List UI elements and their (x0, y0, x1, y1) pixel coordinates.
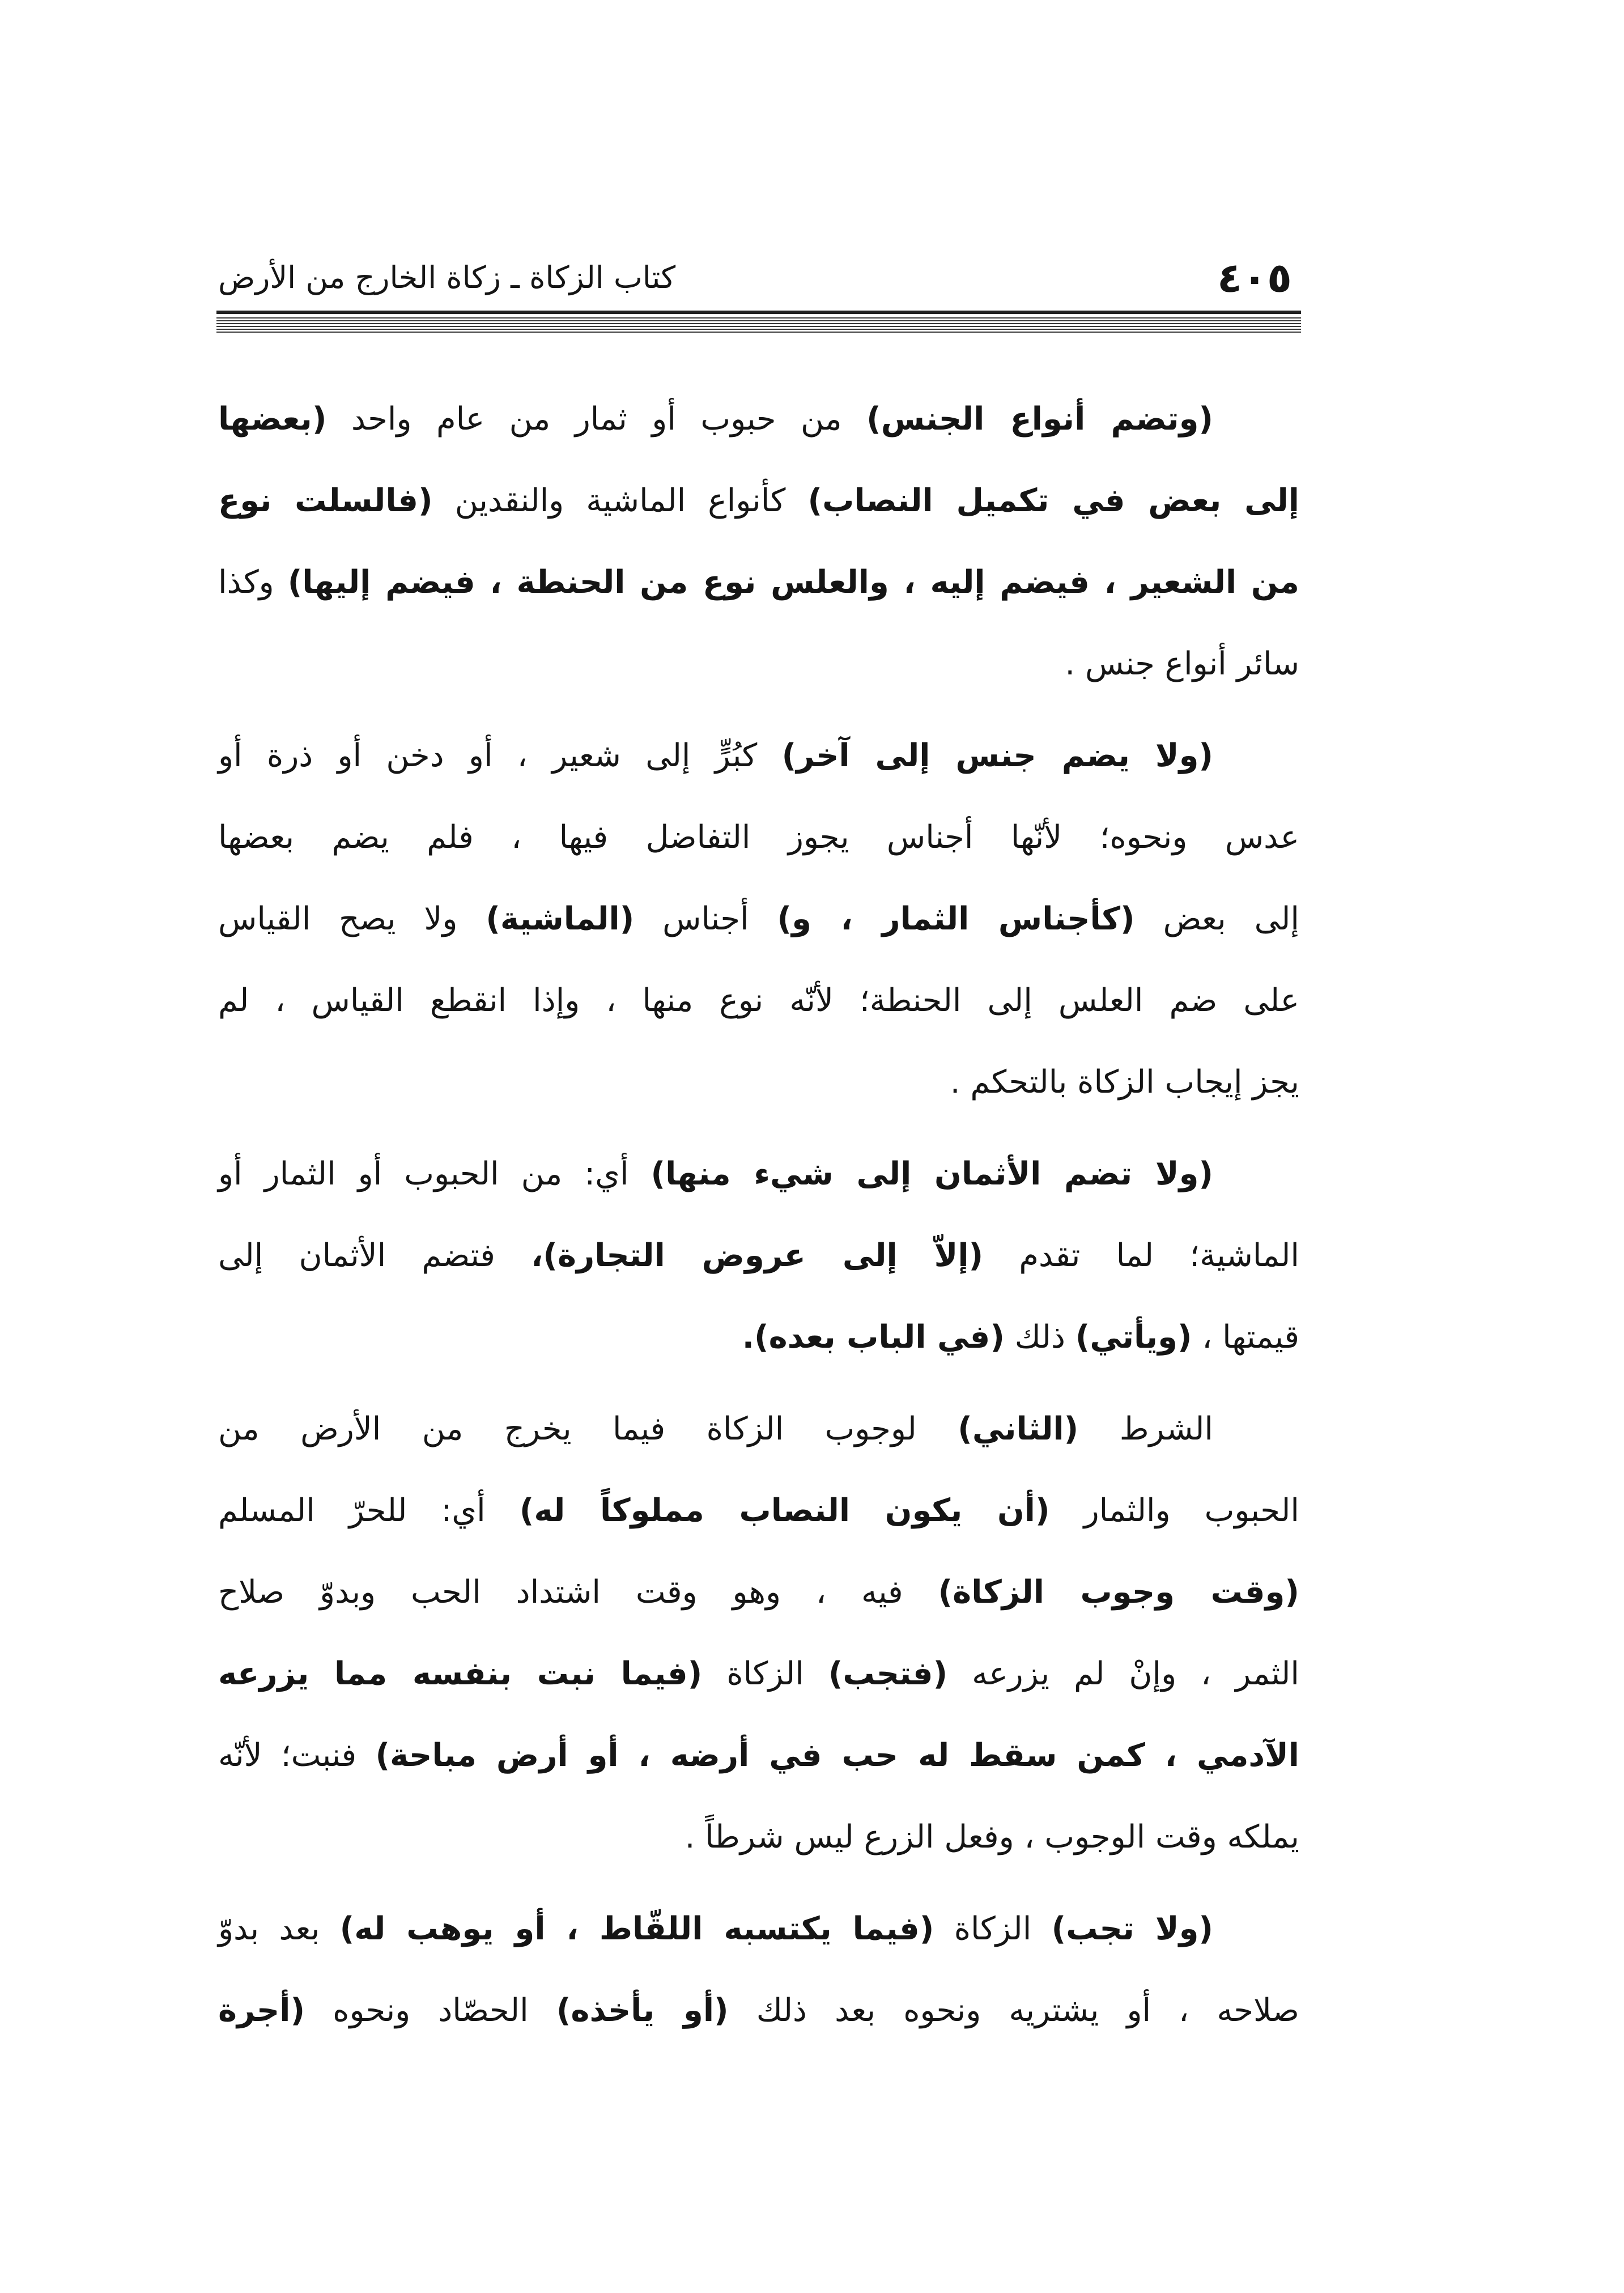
paragraph (218, 715, 1299, 1123)
sharh-text: فتضم الأثمان إلى (218, 1237, 495, 1274)
sharh-text: عدس ونحوه؛ لأنّها أجناس يجوز التفاضل فيها ، فلم يضم بعضها (218, 819, 1299, 856)
text-line (218, 379, 1299, 460)
sharh-text: كأنواع الماشية والنقدين (454, 482, 786, 519)
matn-text: (إلاّ إلى عروض التجارة)، (531, 1237, 984, 1274)
sharh-text: فيه ، وهو وقت اشتداد الحب وبدوّ صلاح (218, 1574, 903, 1611)
line-text (218, 982, 1299, 1019)
matn-text: (فالسلت نوع (218, 482, 433, 519)
text-line (218, 1797, 1299, 1878)
text-line (218, 1970, 1299, 2052)
matn-text: (ولا يضم جنس إلى آخر) (781, 737, 1213, 774)
paragraph (218, 379, 1299, 705)
line-text (218, 401, 1213, 438)
text-line (218, 1715, 1299, 1797)
matn-text: من الشعير ، فيضم إليه ، والعلس نوع من الحنطة ، فيضم إليها) (287, 564, 1299, 601)
paragraph (218, 1888, 1299, 2052)
line-text (218, 1411, 1213, 1447)
sharh-text: ولا يصح القياس (218, 901, 458, 937)
header-rule-hatched-band (216, 317, 1301, 334)
matn-text: (وقت وجوب الزكاة) (938, 1574, 1299, 1611)
sharh-text: من حبوب أو ثمار من عام واحد (351, 401, 842, 438)
line-text (950, 1064, 1299, 1101)
sharh-text: الزكاة (954, 1910, 1032, 1947)
sharh-text: الماشية؛ لما تقدم (1019, 1237, 1299, 1274)
text-line (218, 1042, 1299, 1123)
line-text (218, 1237, 1299, 1274)
text-line (218, 797, 1299, 878)
line-text (218, 1992, 1299, 2029)
sharh-text: أي: للحرّ المسلم (218, 1492, 486, 1529)
sharh-text: قيمتها ، (1202, 1319, 1299, 1356)
text-line (218, 1297, 1299, 1378)
line-text (218, 1574, 1299, 1611)
sharh-text: أي: من الحبوب أو الثمار أو (218, 1156, 629, 1192)
matn-text: (ويأتي) (1075, 1319, 1192, 1356)
text-line (218, 878, 1299, 960)
matn-text: (أن يكون النصاب مملوكاً له) (519, 1492, 1050, 1529)
sharh-text: الحبوب والثمار (1083, 1492, 1299, 1529)
sharh-text: ذلك (1014, 1319, 1065, 1356)
sharh-text: صلاحه ، أو يشتريه ونحوه بعد ذلك (756, 1992, 1299, 2029)
matn-text: (فيما يكتسبه اللقّاط ، أو يوهب له) (339, 1910, 934, 1947)
line-text (218, 1737, 1299, 1774)
line-text (218, 901, 1299, 937)
matn-text: (في الباب بعده). (742, 1319, 1005, 1356)
matn-text: الآدمي ، كمن سقط له حب في أرضه ، أو أرض مباحة) (375, 1737, 1299, 1774)
body-text (218, 379, 1299, 2062)
sharh-text: سائر أنواع جنس . (1065, 646, 1299, 682)
sharh-text: أجناس (662, 901, 749, 937)
text-line (218, 623, 1299, 705)
text-line (218, 1888, 1299, 1970)
line-text (218, 1655, 1299, 1692)
paragraph (218, 1388, 1299, 1878)
matn-text: (الماشية) (486, 901, 635, 937)
line-text (218, 564, 1299, 601)
matn-text: (أو يأخذه) (556, 1992, 729, 2029)
line-text (218, 819, 1299, 856)
text-line (218, 1388, 1299, 1470)
matn-text: (فتجب) (828, 1655, 948, 1692)
sharh-text: إلى بعض (1163, 901, 1299, 937)
sharh-text: وكذا (218, 564, 274, 601)
text-line (218, 1552, 1299, 1633)
sharh-text: الحصّاد ونحوه (333, 1992, 529, 2029)
matn-text: إلى بعض في تكميل النصاب) (807, 482, 1299, 519)
text-line (218, 542, 1299, 623)
line-text (218, 482, 1299, 519)
line-text (218, 1492, 1299, 1529)
line-text (218, 737, 1213, 774)
line-text (218, 1156, 1213, 1192)
sharh-text: على ضم العلس إلى الحنطة؛ لأنّه نوع منها ، وإذا انقطع القياس ، لم (218, 982, 1299, 1019)
sharh-text: فنبت؛ لأنّه (218, 1737, 357, 1774)
page-number: ٤٠٥ (1217, 254, 1292, 302)
matn-text: (الثاني) (958, 1411, 1079, 1447)
text-line (218, 1633, 1299, 1715)
text-line (218, 960, 1299, 1042)
sharh-text: كبُرٍّ إلى شعير ، أو دخن أو ذرة أو (218, 737, 758, 774)
line-text (685, 1819, 1299, 1855)
sharh-text: بعد بدوّ (218, 1910, 320, 1947)
matn-text: (بعضها (218, 401, 327, 438)
matn-text: (أجرة (218, 1992, 305, 2029)
matn-text: (ولا تضم الأثمان إلى شيء منها) (651, 1156, 1213, 1192)
matn-text: (كأجناس الثمار ، و) (777, 901, 1135, 937)
sharh-text: الشرط (1119, 1411, 1213, 1447)
paragraph (218, 1133, 1299, 1378)
matn-text: (ولا تجب) (1051, 1910, 1213, 1947)
running-title: كتاب الزكاة ـ زكاة الخارج من الأرض (218, 260, 676, 295)
sharh-text: الزكاة (726, 1655, 804, 1692)
header-rule-thin-line (216, 311, 1301, 314)
sharh-text: يجز إيجاب الزكاة بالتحكم . (950, 1064, 1299, 1101)
matn-text: (وتضم أنواع الجنس) (866, 401, 1213, 438)
line-text (1065, 646, 1299, 682)
text-line (218, 715, 1299, 797)
line-text (742, 1319, 1299, 1356)
text-line (218, 1215, 1299, 1297)
sharh-text: يملكه وقت الوجوب ، وفعل الزرع ليس شرطاً . (685, 1819, 1299, 1855)
sharh-text: الثمر ، وإنْ لم يزرعه (972, 1655, 1299, 1692)
line-text (218, 1910, 1213, 1947)
text-line (218, 1470, 1299, 1552)
header-rule (216, 311, 1301, 334)
sharh-text: لوجوب الزكاة فيما يخرج من الأرض من (218, 1411, 917, 1447)
text-line (218, 460, 1299, 542)
matn-text: (فيما نبت بنفسه مما يزرعه (218, 1655, 703, 1692)
text-line (218, 1133, 1299, 1215)
running-header (218, 249, 1292, 306)
